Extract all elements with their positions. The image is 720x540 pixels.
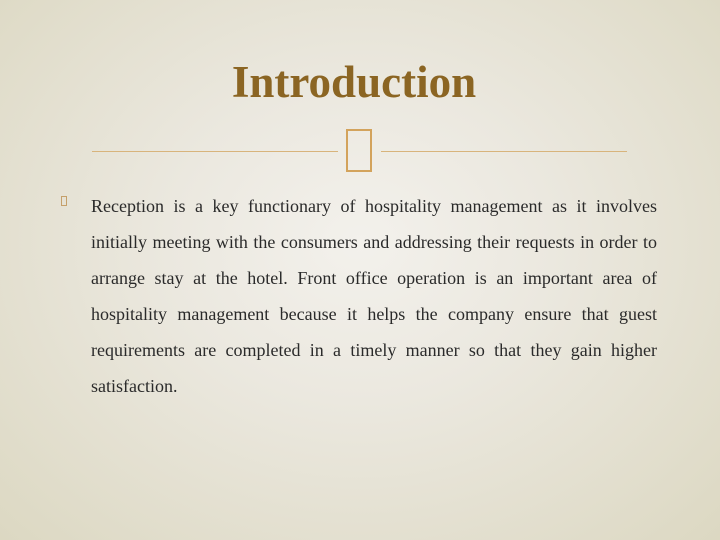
square-bullet-icon <box>61 196 67 206</box>
bullet-text: Reception is a key functionary of hospitality management as it involves initially meeting with the consumers and addressing their requests in order to arrange stay at the hotel. Front office operation is an important area of hospitality management because it helps the company ensure that guest requirements are completed in a timely manner so that they gain higher satisfaction. <box>91 196 657 396</box>
divider-rule-left <box>92 151 338 152</box>
divider-rule-right <box>381 151 627 152</box>
title-divider <box>92 124 627 180</box>
square-ornament-icon <box>346 129 372 172</box>
slide-title: Introduction <box>231 57 477 107</box>
